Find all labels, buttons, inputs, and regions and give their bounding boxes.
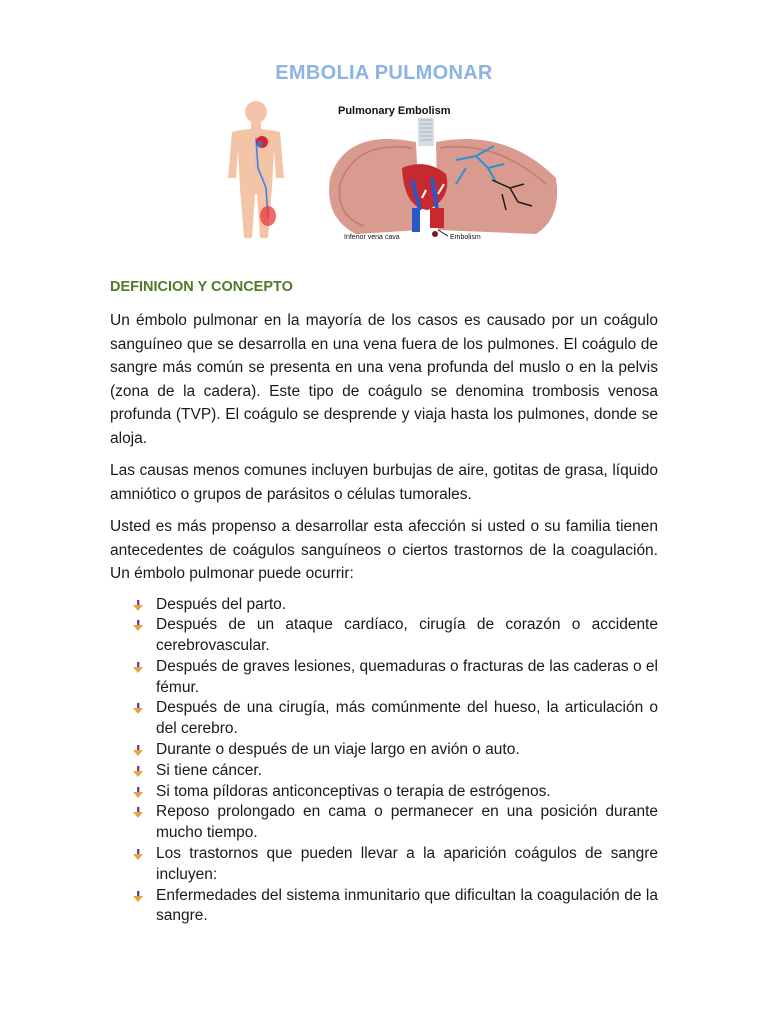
- list-item: [110, 886, 658, 928]
- label-embolism: Embolism: [450, 234, 481, 241]
- section-heading-definition: DEFINICION Y CONCEPTO: [110, 279, 293, 295]
- arrow-down-bullet-icon: [132, 787, 144, 799]
- paragraph-causes: Un émbolo pulmonar en la mayoría de los casos es causado por un coágulo sanguíneo que se desarrolla en una vena fuera de los pulmones. El coágulo de sangre más común se presenta en una vena profunda del muslo o en la pelvis (zona de la cadera). Este tipo de coágulo se denomina trombosis venosa profunda (TVP). El coágulo se desprende y viaja hasta los pulmones, donde se aloja.: [110, 312, 658, 447]
- list-item-text: Después del parto.: [156, 595, 287, 613]
- list-item: [110, 782, 658, 803]
- list-item-text: Después de un ataque cardíaco, cirugía de corazón o accidente cerebrovascular.: [156, 616, 658, 655]
- label-inferior-vena-cava: Inferior vena cava: [344, 234, 400, 241]
- arrow-down-bullet-icon: [132, 891, 144, 903]
- pulmonary-embolism-illustration: [206, 98, 562, 244]
- arrow-down-bullet-icon: [132, 745, 144, 757]
- arrow-down-bullet-icon: [132, 620, 144, 632]
- list-item-text: Después de graves lesiones, quemaduras o fracturas de las caderas o el fémur.: [156, 657, 658, 696]
- list-item-text: Después de una cirugía, más comúnmente del hueso, la articulación o del cerebro.: [156, 699, 658, 738]
- list-item-text: Enfermedades del sistema inmunitario que dificultan la coagulación de la sangre.: [156, 886, 658, 925]
- list-item: [110, 844, 658, 886]
- arrow-down-bullet-icon: [132, 703, 144, 715]
- list-item: [110, 802, 658, 844]
- lungs-diagram: [329, 105, 557, 241]
- paragraph-less-common-causes: Las causas menos comunes incluyen burbujas de aire, gotitas de grasa, líquido amniótico o grupos de parásitos o células tumorales.: [110, 462, 658, 503]
- list-item: [110, 657, 658, 699]
- list-item-text: Durante o después de un viaje largo en avión o auto.: [156, 741, 520, 759]
- list-item-text: Reposo prolongado en cama o permanecer en una posición durante mucho tiempo.: [156, 803, 658, 842]
- paragraph-risk: Usted es más propenso a desarrollar esta afección si usted o su familia tienen antecedentes de coágulos sanguíneos o ciertos trastornos de la coagulación. Un émbolo pulmonar puede ocurrir:: [110, 518, 658, 582]
- list-item: [110, 740, 658, 761]
- page-title: EMBOLIA PULMONAR: [275, 62, 493, 84]
- list-item-text: Si toma píldoras anticonceptivas o terapia de estrógenos.: [156, 782, 551, 800]
- list-item: [110, 761, 658, 782]
- arrow-down-bullet-icon: [132, 600, 144, 612]
- human-body-figure: [228, 101, 284, 238]
- figure-heading: Pulmonary Embolism: [338, 105, 451, 117]
- list-item-text: Si tiene cáncer.: [156, 761, 262, 779]
- arrow-down-bullet-icon: [132, 662, 144, 674]
- arrow-down-bullet-icon: [132, 807, 144, 819]
- list-item: [110, 595, 658, 616]
- document-body: [110, 309, 658, 927]
- list-item: [110, 698, 658, 740]
- list-item-text: Los trastornos que pueden llevar a la aparición coágulos de sangre incluyen:: [156, 845, 658, 883]
- risk-factor-list: [110, 595, 658, 928]
- arrow-down-bullet-icon: [132, 849, 144, 861]
- list-item: [110, 615, 658, 657]
- arrow-down-bullet-icon: [132, 766, 144, 778]
